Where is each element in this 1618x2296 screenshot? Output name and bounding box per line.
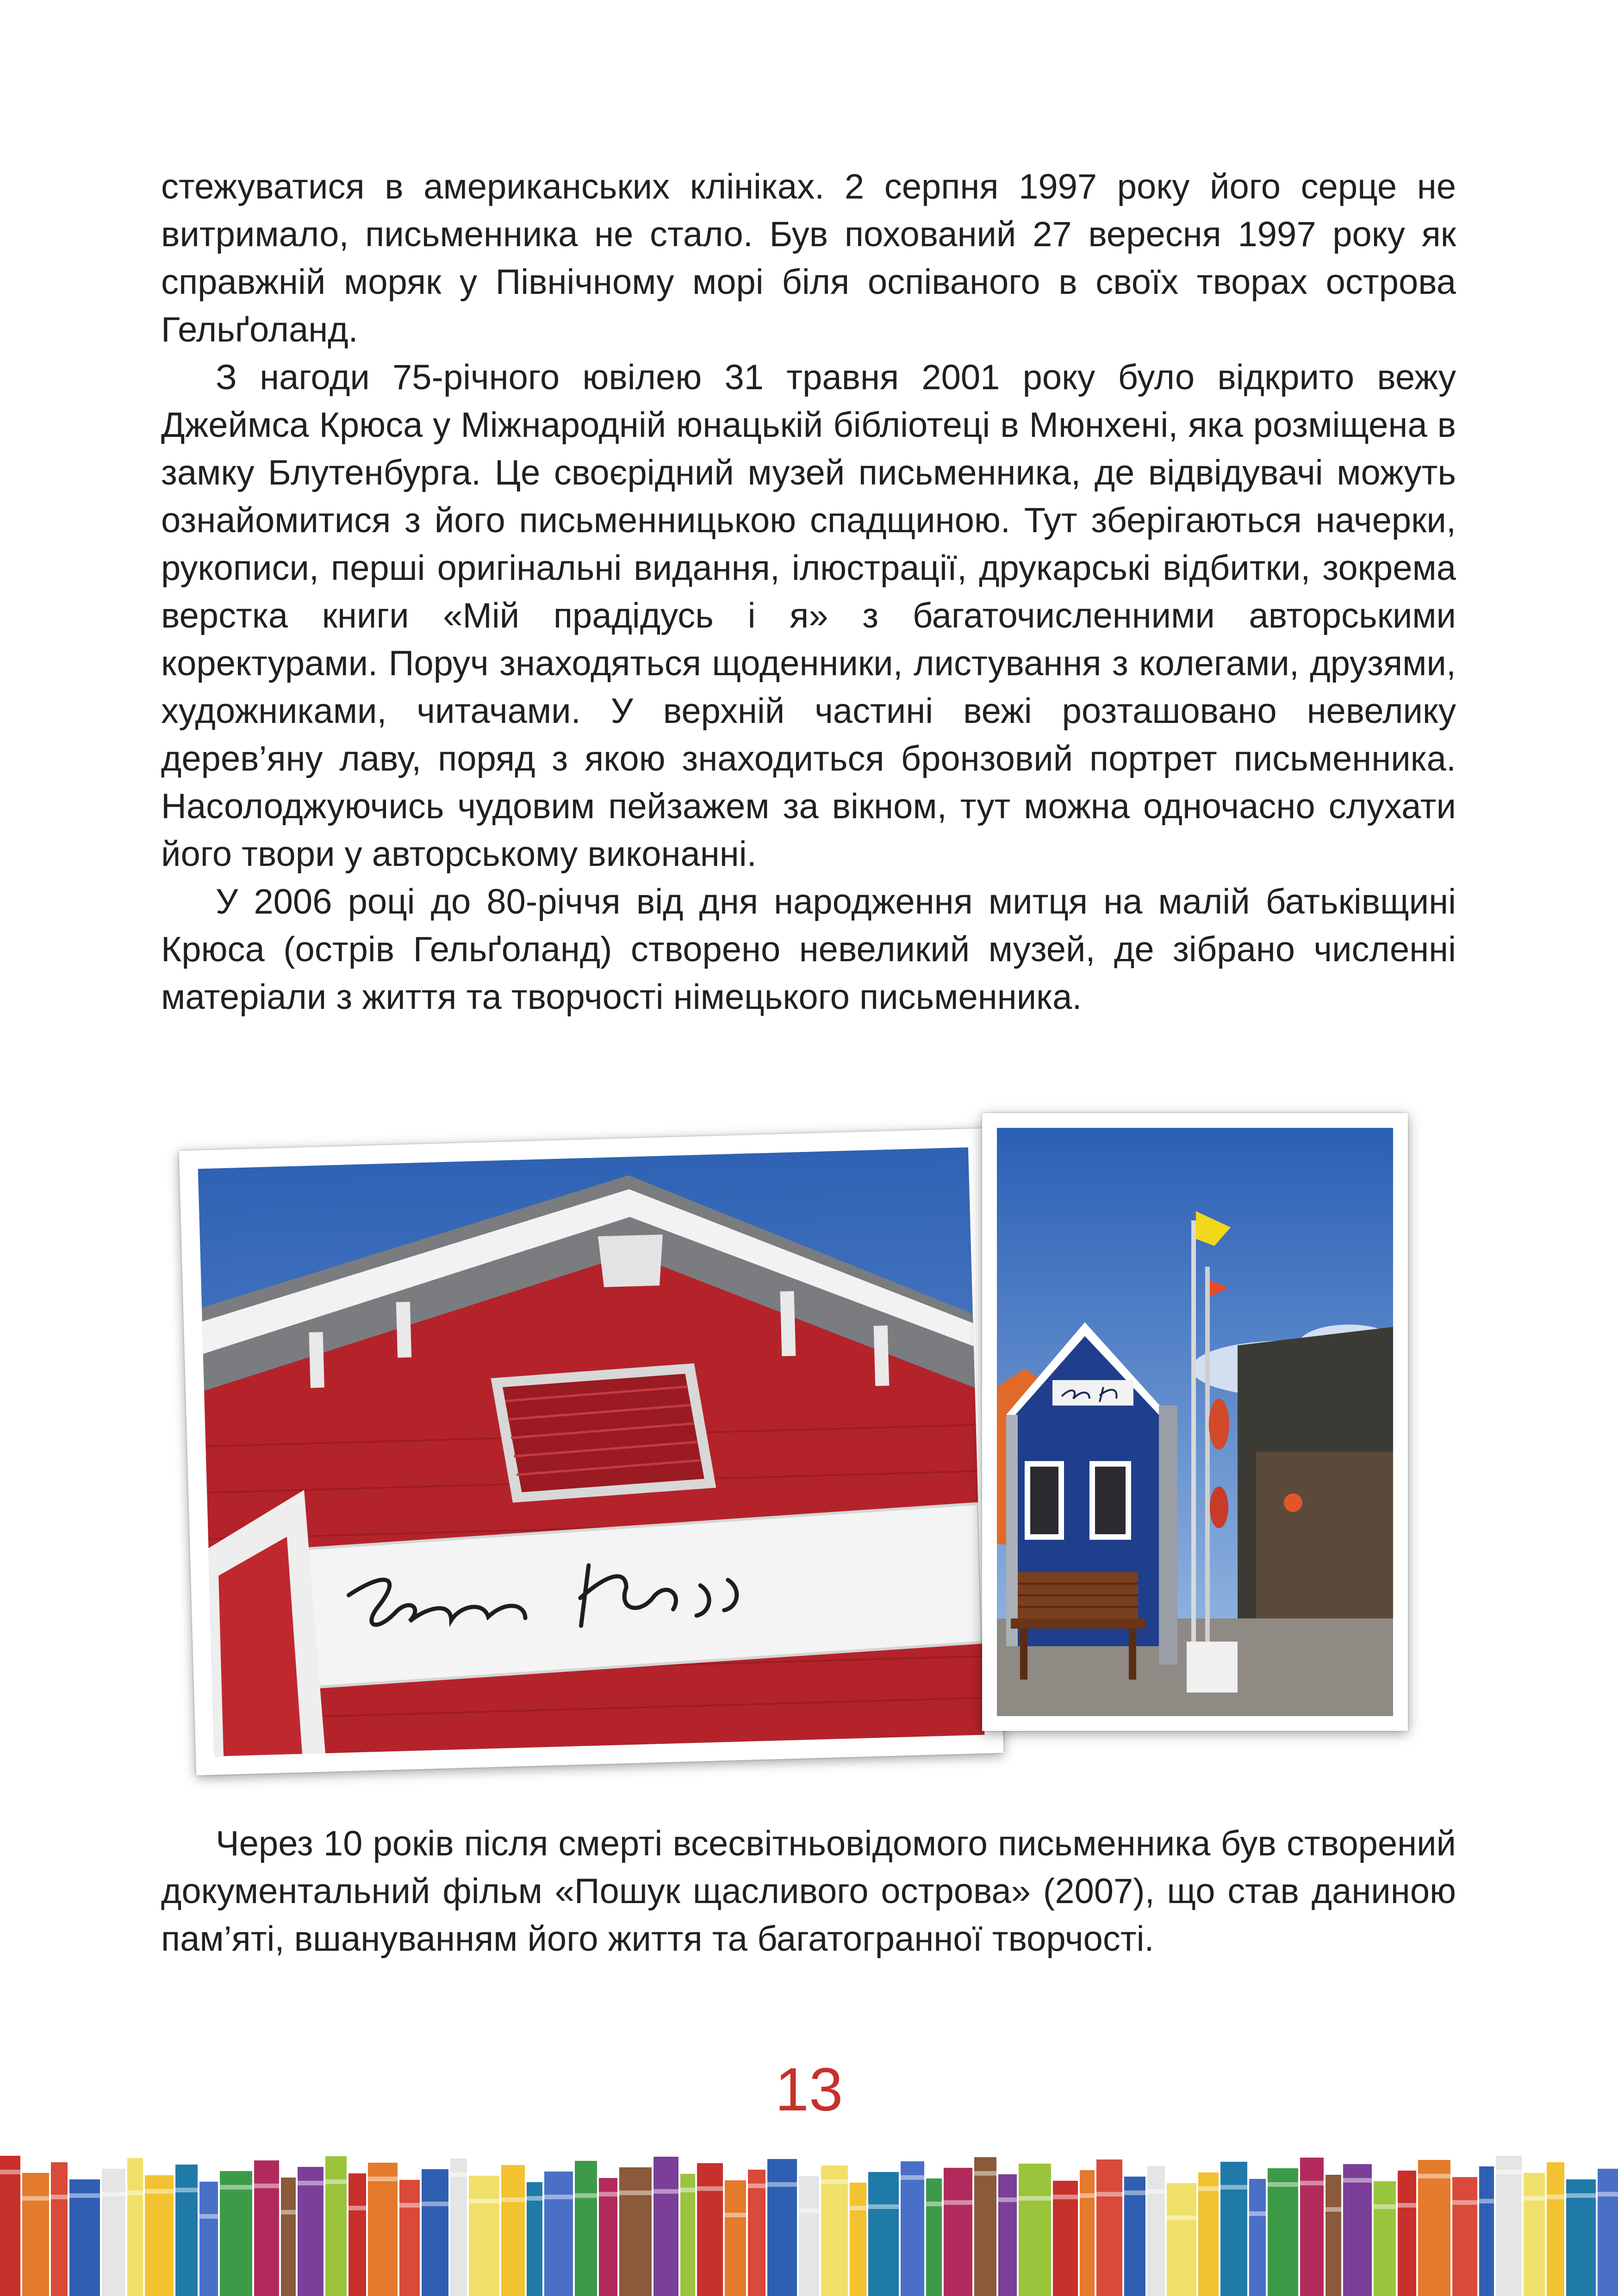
- book-spine-band: [175, 2188, 198, 2192]
- book-spine: [1479, 2166, 1494, 2296]
- book-spine: [422, 2169, 448, 2296]
- book-spine-band: [1598, 2192, 1618, 2196]
- book-spine-band: [145, 2189, 174, 2194]
- red-house-image: [198, 1147, 985, 1756]
- book-spine-band: [298, 2181, 324, 2185]
- paragraph-tower-museum: З нагоди 75-річного ювілею 31 травня 2001 року було відкрито вежу Джеймса Крюса у Міжнародній юнацькій бібліотеці в Мюнхені, яка розміщена в замку Блутенбурга. Це своєрідний музей письменника, де відвідувачі можуть ознайомитися з його письменницькою спадщиною. Тут зберігаються начерки, рукописи, перші оригінальні видання, ілюстрації, друкарські відбитки, зокрема верстка книги «Мій прадідусь і я» з багаточисленними авторськими коректурами. Поруч знаходяться щоденники, листування з колегами, друзями, художниками, читачами. У верхній частині вежі розташовано невелику дерев’яну лаву, поряд з якою знаходиться бронзовий портрет письменника. Насолоджуючись чудовим пейзажем за вікном, тут можна одночасно слухати його твори у авторському виконанні.: [161, 358, 1456, 874]
- book-spine: [1418, 2160, 1450, 2296]
- book-spine-band: [998, 2197, 1017, 2202]
- book-spine: [348, 2173, 366, 2296]
- book-spine: [944, 2168, 972, 2296]
- book-spine-band: [450, 2172, 467, 2177]
- book-spine: [725, 2180, 746, 2296]
- paragraph-helgoland-museum: У 2006 році до 80-річчя від дня народження митця на малій батьківщині Крюса (острів Гельґоланд) створено невеликий музей, де зібрано численні матеріали з життя та творчості німецького письменника.: [161, 882, 1456, 1017]
- book-spine: [1598, 2169, 1618, 2296]
- book-spine: [1198, 2172, 1219, 2296]
- book-spine-band: [1096, 2192, 1122, 2196]
- book-spine: [1343, 2164, 1372, 2296]
- book-spine-band: [1080, 2193, 1095, 2198]
- blue-hut-image: [997, 1128, 1393, 1716]
- book-spine: [0, 2156, 20, 2296]
- book-spine-band: [1053, 2195, 1078, 2199]
- book-spine-band: [0, 2170, 20, 2174]
- book-spine: [1524, 2173, 1545, 2296]
- book-spine-band: [1167, 2215, 1196, 2220]
- book-spine: [1496, 2156, 1522, 2296]
- book-spine-band: [1147, 2189, 1165, 2194]
- book-spine: [281, 2178, 296, 2296]
- book-spine: [1147, 2166, 1165, 2296]
- book-spine-band: [281, 2210, 296, 2215]
- book-spine: [298, 2167, 324, 2296]
- book-spine-band: [1398, 2203, 1416, 2208]
- book-spine-band: [619, 2190, 652, 2195]
- book-spine-band: [944, 2200, 972, 2205]
- book-spine: [175, 2165, 198, 2296]
- book-spine: [450, 2159, 467, 2296]
- book-spine-band: [469, 2199, 499, 2203]
- book-spine-band: [368, 2177, 398, 2181]
- book-spine: [799, 2176, 819, 2296]
- book-spine-band: [599, 2192, 617, 2196]
- book-spine-band: [1268, 2182, 1298, 2187]
- book-spine-band: [748, 2184, 765, 2188]
- book-spine-band: [725, 2213, 746, 2217]
- book-spine-band: [254, 2184, 279, 2188]
- book-spine: [1268, 2168, 1298, 2296]
- book-spine: [1452, 2177, 1477, 2296]
- book-spine: [51, 2162, 68, 2296]
- book-spine: [697, 2163, 723, 2296]
- book-spine-band: [1326, 2207, 1341, 2212]
- book-spine-band: [1547, 2195, 1564, 2199]
- book-spine-band: [22, 2196, 49, 2201]
- book-spine: [974, 2157, 996, 2296]
- book-spine-band: [850, 2206, 866, 2210]
- book-spine: [1326, 2175, 1341, 2296]
- book-spine-band: [1198, 2186, 1219, 2191]
- page-number: 13: [775, 2055, 843, 2123]
- book-spine-band: [1220, 2185, 1247, 2190]
- book-spine-band: [220, 2185, 252, 2190]
- book-spine-band: [102, 2192, 125, 2196]
- book-spine: [501, 2165, 525, 2296]
- book-spine: [619, 2167, 652, 2296]
- book-spine-band: [868, 2204, 899, 2209]
- book-spine-band: [1300, 2181, 1324, 2185]
- book-spine: [998, 2174, 1017, 2296]
- book-spine-band: [348, 2206, 366, 2210]
- book-spine-band: [974, 2171, 996, 2176]
- book-spine: [767, 2159, 797, 2296]
- book-spine: [868, 2172, 899, 2296]
- body-text-top: [161, 163, 1456, 1021]
- book-spine: [653, 2157, 678, 2296]
- book-spine: [102, 2169, 125, 2296]
- book-spine: [399, 2180, 420, 2296]
- book-spine: [199, 2182, 218, 2296]
- photo-red-house: [179, 1128, 1003, 1775]
- book-spine: [127, 2158, 143, 2296]
- book-spine-band: [767, 2182, 797, 2187]
- book-spine-band: [1374, 2204, 1396, 2209]
- paragraph-continuation: стежуватися в американських клініках. 2 серпня 1997 року його серце не витримало, письменника не стало. Був похований 27 вересня 1997 року як справжній моряк у Північному морі біля оспіваного в своїх творах острова Гельґоланд.: [161, 167, 1456, 349]
- book-spine: [1167, 2183, 1196, 2296]
- bookshelf-decoration: [0, 2151, 1618, 2296]
- book-spine-band: [1343, 2178, 1372, 2183]
- book-spine: [1096, 2159, 1122, 2296]
- book-spine-band: [697, 2186, 723, 2191]
- book-spine-band: [399, 2203, 420, 2208]
- book-spine: [1547, 2162, 1564, 2296]
- book-spine-band: [1124, 2190, 1145, 2195]
- book-spine-band: [501, 2197, 525, 2202]
- paragraph-documentary: Через 10 років після смерті всесвітньовідомого письменника був створений документальний фільм «Пошук щасливого острова» (2007), що став даниною пам’яті, вшануванням його життя та багатогранної творчості.: [161, 1824, 1456, 1959]
- book-spine: [1220, 2162, 1247, 2296]
- photo-blue-hut: [982, 1113, 1408, 1731]
- book-spine: [575, 2161, 597, 2296]
- book-spine: [544, 2172, 573, 2296]
- book-spine: [1249, 2179, 1266, 2296]
- book-spine-band: [575, 2193, 597, 2198]
- book-spine: [1398, 2171, 1416, 2296]
- book-spine: [254, 2160, 279, 2296]
- book-spine: [469, 2176, 499, 2296]
- book-spine-band: [1418, 2174, 1450, 2178]
- book-spine-band: [1019, 2196, 1051, 2201]
- book-spine: [850, 2183, 866, 2296]
- book-spine: [1374, 2181, 1396, 2296]
- book-spine: [22, 2173, 49, 2296]
- book-spine-band: [1452, 2200, 1477, 2205]
- book-spine: [220, 2171, 252, 2296]
- book-spine-band: [901, 2175, 924, 2180]
- book-spine-band: [926, 2202, 942, 2206]
- book-spine-band: [1249, 2211, 1266, 2216]
- book-spine: [926, 2178, 942, 2296]
- book-spine-band: [1566, 2193, 1596, 2198]
- book-spine-band: [1524, 2196, 1545, 2201]
- book-spine-band: [544, 2195, 573, 2199]
- book-spine-band: [653, 2189, 678, 2194]
- book-spine: [901, 2161, 924, 2296]
- book-spine: [1080, 2170, 1095, 2296]
- book-spine: [1019, 2164, 1051, 2296]
- book-spine: [368, 2163, 398, 2296]
- book-spine-band: [422, 2202, 448, 2206]
- book-spine-band: [821, 2179, 848, 2184]
- book-spine: [748, 2170, 765, 2296]
- book-spine: [325, 2156, 347, 2296]
- book-spine-band: [527, 2196, 542, 2201]
- book-spine-band: [1496, 2170, 1522, 2174]
- book-spine-band: [69, 2193, 100, 2198]
- book-spine-band: [51, 2195, 68, 2199]
- book-spine: [1300, 2158, 1324, 2296]
- book-spine: [821, 2165, 848, 2296]
- book-spine-band: [1479, 2199, 1494, 2203]
- book-spine-band: [325, 2179, 347, 2184]
- body-text-bottom: [161, 1820, 1456, 1963]
- book-spine-band: [680, 2188, 695, 2192]
- book-spine-band: [199, 2214, 218, 2219]
- book-spine-band: [799, 2209, 819, 2213]
- book-spine-band: [127, 2190, 143, 2195]
